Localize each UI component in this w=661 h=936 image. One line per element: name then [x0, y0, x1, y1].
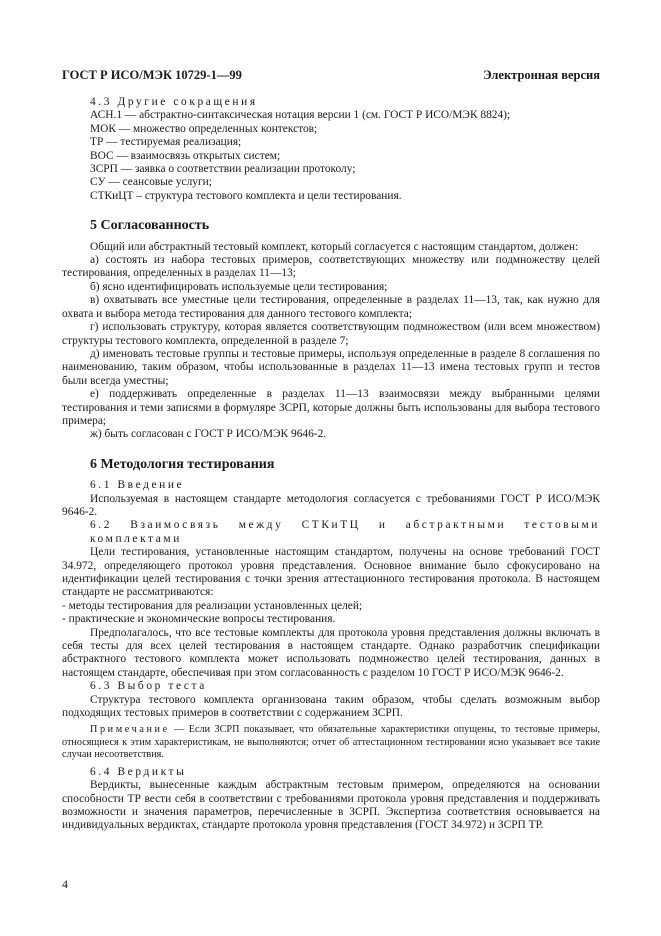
section-6-2-list-item: - методы тестирования для реализации установленных целей;: [62, 599, 363, 612]
conformance-item-a: а) состоять из набора тестовых примеров, соответствующих множеству или подмножеству целей тестирования, определенных в разделах 11—13;: [62, 254, 600, 280]
section-5-intro: Общий или абстрактный тестовый комплект, который согласуется с настоящим стандартом, должен:: [90, 240, 579, 253]
conformance-item-c: в) охватывать все уместные цели тестирования, определенные в разделах 11—13, так, как нужно для охвата и выбора метода тестирования для данного тестового комплекта;: [62, 294, 600, 320]
section-6-2-title: 6.2 Взаимосвязь между СТКиТЦ и абстрактными тестовыми комплектами: [90, 519, 600, 545]
conformance-item-d: г) использовать структуру, которая является соответствующим подмножеством (или всем множеством) структуры тестового комплекта, определенной в разделе 7;: [62, 321, 600, 347]
abbr-item: ЗСРП — заявка о соответствии реализации протоколу;: [90, 163, 356, 176]
section-6-4-title: 6.4 Вердикты: [90, 765, 187, 778]
section-6-3-text: Структура тестового комплекта организована таким образом, чтобы сделать возможным выбор подходящих тестовых примеров в соответствии с содержанием ЗСРП.: [62, 693, 600, 720]
page-body: [62, 96, 601, 833]
note-label: Примечание: [90, 724, 170, 736]
section-6-1-title: 6.1 Введение: [90, 479, 185, 492]
note: [62, 724, 600, 761]
conformance-item-g: ж) быть согласован с ГОСТ Р ИСО/МЭК 9646-2.: [90, 428, 327, 441]
conformance-item-f: е) поддерживать определенные в разделах 11—13 взаимосвязи между выбранными целями тестирования и теми записями в формуляре ЗСРП, которые должны быть использованы для выбора тестового примера;: [62, 388, 600, 427]
page-number: 4: [62, 877, 68, 891]
section-6-heading: 6 Методология тестирования: [90, 456, 275, 472]
abbr-item: СТКиЦТ – структура тестового комплекта и цели тестирования.: [90, 189, 402, 202]
header-doc-id: ГОСТ Р ИСО/МЭК 10729-1—99: [62, 68, 242, 82]
abbr-item: АСН.1 — абстрактно-синтаксическая нотация версии 1 (см. ГОСТ Р ИСО/МЭК 8824);: [90, 109, 511, 122]
abbr-item: ТР — тестируемая реализация;: [90, 136, 242, 149]
section-6-1-text: Используемая в настоящем стандарте методология согласуется с требованиями ГОСТ Р ИСО/МЭК 9646-2.: [62, 492, 600, 518]
abbr-item: ВОС — взаимосвязь открытых систем;: [90, 149, 281, 162]
conformance-item-e: д) именовать тестовые группы и тестовые примеры, используя определенные в разделе 8 соглашения по наименованию, таким образом, чтобы использованные в разделах 11—13 имена тестовых групп и тестов были всегда уместны;: [62, 347, 600, 387]
section-5-heading: 5 Согласованность: [90, 218, 210, 234]
conformance-item-b: б) ясно идентифицировать используемые цели тестирования;: [90, 280, 388, 293]
section-4-3-title: 4.3 Другие сокращения: [90, 96, 258, 108]
section-6-2-list-item: - практические и экономические вопросы тестирования.: [62, 613, 336, 626]
abbr-item: СУ — сеансовые услуги;: [90, 176, 212, 189]
section-6-4-text: Вердикты, вынесенные каждым абстрактным тестовым примером, определяются на основании способности ТР вести себя в соответствии с требованиями протокола уровня представления и поддерживать возможности и значения параметров, перечисленные в ЗСРП. Экспертиза соответствия основывается на индивидуальных вердиктах, стандарте протокола уровня представления (ГОСТ 34.972) и ЗСРП ТР.: [62, 779, 600, 832]
section-6-3-title: 6.3 Выбор теста: [90, 680, 207, 693]
note-text: — Если ЗСРП показывает, что обязательные характеристики опущены, то тестовые примеры, относящиеся к этим характеристикам, не выполняются; отчет об аттестационном тестировании ясно указывает все такие случаи несоответствия.: [62, 724, 601, 761]
header-version: Электронная версия: [483, 68, 600, 82]
section-6-2-para-2: Предполагалось, что все тестовые комплекты для протокола уровня представления должны включать в себя тесты для всех целей тестирования в настоящем стандарте. Однако разработчик спецификации абстрактного тестового комплекта может использовать подмножество целей тестирования, данных в настоящем стандарте, обеспечивая при этом согласованность с разделом 10 ГОСТ Р ИСО/МЭК 9646-2.: [62, 626, 600, 679]
abbr-item: МОК — множество определенных контекстов;: [90, 122, 318, 135]
section-6-2-para-1: Цели тестирования, установленные настоящим стандартом, получены на основе требований ГОСТ 34.972, определяющего протокол уровня представления. Основное внимание было сфокусировано на идентификации целей тестирования с точки зрения аттестационного тестирования протокола. В настоящем стандарте не рассматриваются:: [62, 546, 600, 599]
